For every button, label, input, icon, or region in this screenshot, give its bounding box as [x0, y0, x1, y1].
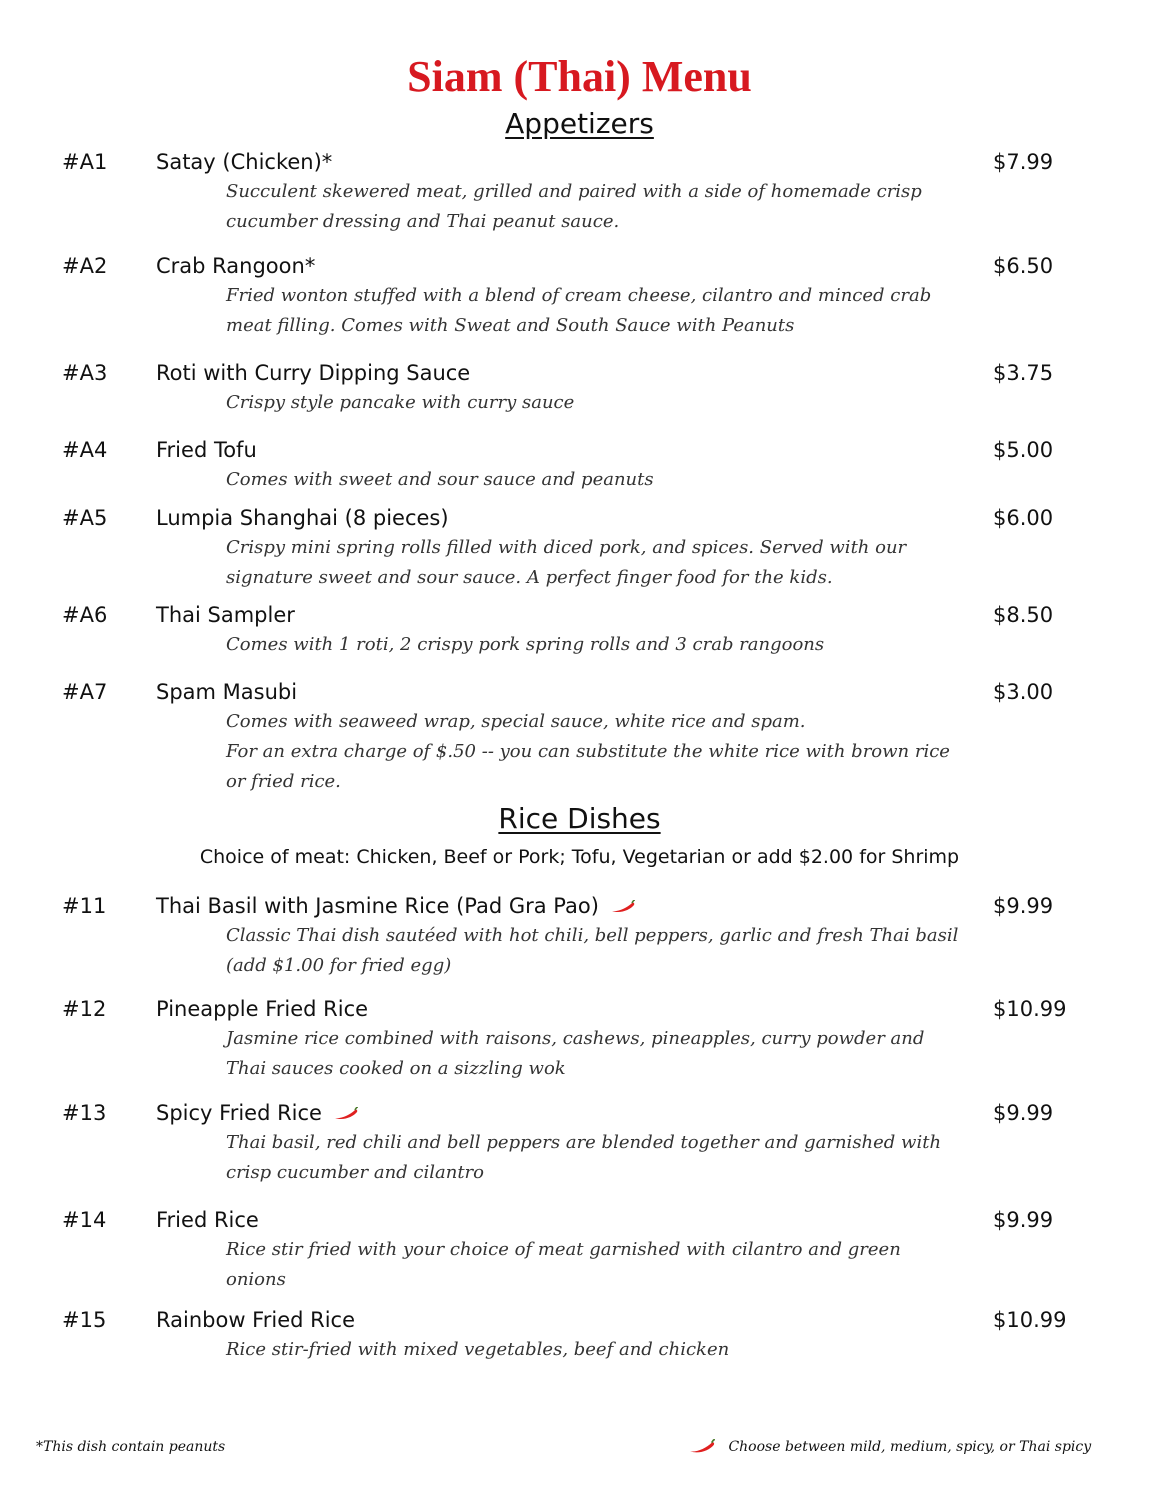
item-description — [226, 177, 986, 237]
item-description — [226, 281, 986, 341]
item-code: #A6 — [62, 603, 108, 627]
item-description — [226, 1235, 986, 1295]
item-name-wrap — [156, 1098, 359, 1128]
description-line: Comes with seaweed wrap, special sauce, white rice and spam. — [226, 711, 806, 732]
item-name: Spicy Fried Rice — [156, 1101, 322, 1125]
menu-title: Siam (Thai) Menu — [407, 52, 752, 101]
item-code: #15 — [62, 1308, 107, 1332]
description-line: Thai sauces cooked on a sizzling wok — [226, 1058, 566, 1079]
description-line: (add $1.00 for fried egg) — [226, 955, 452, 976]
item-name: Lumpia Shanghai (8 pieces) — [156, 506, 449, 530]
item-code: #A5 — [62, 506, 108, 530]
chili-pepper-icon — [688, 1439, 716, 1455]
item-description — [226, 533, 986, 593]
item-name: Fried Tofu — [156, 438, 257, 462]
item-description — [226, 921, 986, 981]
description-line: or fried rice. — [226, 771, 341, 792]
item-name: Thai Sampler — [156, 603, 295, 627]
item-price: $6.50 — [993, 254, 1054, 278]
item-code: #A7 — [62, 680, 108, 704]
description-line: Fried wonton stuffed with a blend of cream cheese, cilantro and minced crab — [226, 285, 932, 306]
item-name: Pineapple Fried Rice — [156, 997, 369, 1021]
item-price: $5.00 — [993, 438, 1054, 462]
item-price: $10.99 — [993, 1308, 1067, 1332]
item-price: $3.75 — [993, 361, 1054, 385]
item-description — [226, 388, 986, 418]
chili-pepper-icon — [610, 900, 636, 914]
item-description — [226, 465, 986, 495]
item-description — [226, 630, 986, 660]
description-line: signature sweet and sour sauce. A perfect finger food for the kids. — [226, 567, 833, 588]
item-name: Satay (Chicken)* — [156, 150, 333, 174]
item-price: $9.99 — [993, 1208, 1054, 1232]
item-code: #A4 — [62, 438, 108, 462]
item-code: #A1 — [62, 150, 108, 174]
appetizers-heading: Appetizers — [505, 107, 654, 140]
description-line: Rice stir fried with your choice of meat garnished with cilantro and green — [226, 1239, 901, 1260]
chili-pepper-icon — [333, 1107, 359, 1121]
description-line: Crispy mini spring rolls filled with diced pork, and spices. Served with our — [226, 537, 907, 558]
item-price: $9.99 — [993, 1101, 1054, 1125]
description-line: Thai basil, red chili and bell peppers are blended together and garnished with — [226, 1132, 942, 1153]
item-price: $6.00 — [993, 506, 1054, 530]
item-description — [226, 1128, 986, 1188]
description-line: For an extra charge of $.50 -- you can substitute the white rice with brown rice — [226, 741, 950, 762]
description-line: Comes with 1 roti, 2 crispy pork spring rolls and 3 crab rangoons — [226, 634, 825, 655]
description-line: Jasmine rice combined with raisons, cashews, pineapples, curry powder and — [226, 1028, 925, 1049]
description-line: Succulent skewered meat, grilled and paired with a side of homemade crisp — [226, 181, 922, 202]
item-name: Roti with Curry Dipping Sauce — [156, 361, 471, 385]
description-line: onions — [226, 1269, 286, 1290]
item-code: #A2 — [62, 254, 108, 278]
item-code: #A3 — [62, 361, 108, 385]
item-description — [226, 1335, 986, 1365]
item-name: Rainbow Fried Rice — [156, 1308, 356, 1332]
item-name: Thai Basil with Jasmine Rice (Pad Gra Pao) — [156, 894, 599, 918]
item-price: $8.50 — [993, 603, 1054, 627]
description-line: crisp cucumber and cilantro — [226, 1162, 485, 1183]
description-line: Crispy style pancake with curry sauce — [226, 392, 575, 413]
item-description — [226, 707, 986, 797]
item-name: Spam Masubi — [156, 680, 298, 704]
meat-choice-note: Choice of meat: Chicken, Beef or Pork; Tofu, Vegetarian or add $2.00 for Shrimp — [199, 846, 960, 868]
rice-dishes-heading: Rice Dishes — [498, 802, 661, 835]
item-price: $9.99 — [993, 894, 1054, 918]
description-line: cucumber dressing and Thai peanut sauce. — [226, 211, 620, 232]
item-name: Fried Rice — [156, 1208, 259, 1232]
description-line: Comes with sweet and sour sauce and peanuts — [226, 469, 654, 490]
item-price: $3.00 — [993, 680, 1054, 704]
item-name: Crab Rangoon* — [156, 254, 316, 278]
description-line: Rice stir-fried with mixed vegetables, beef and chicken — [226, 1339, 730, 1360]
item-name-wrap — [156, 891, 636, 921]
item-code: #11 — [62, 894, 107, 918]
item-description — [226, 1024, 986, 1084]
item-code: #14 — [62, 1208, 107, 1232]
item-price: $7.99 — [993, 150, 1054, 174]
item-price: $10.99 — [993, 997, 1067, 1021]
item-code: #13 — [62, 1101, 107, 1125]
spice-footnote — [688, 1439, 1091, 1455]
description-line: meat filling. Comes with Sweat and South Sauce with Peanuts — [226, 315, 795, 336]
item-code: #12 — [62, 997, 107, 1021]
description-line: Classic Thai dish sautéed with hot chili, bell peppers, garlic and fresh Thai basil — [226, 925, 959, 946]
peanut-footnote: *This dish contain peanuts — [36, 1439, 226, 1455]
spice-note-text: Choose between mild, medium, spicy, or Thai spicy — [728, 1439, 1092, 1455]
